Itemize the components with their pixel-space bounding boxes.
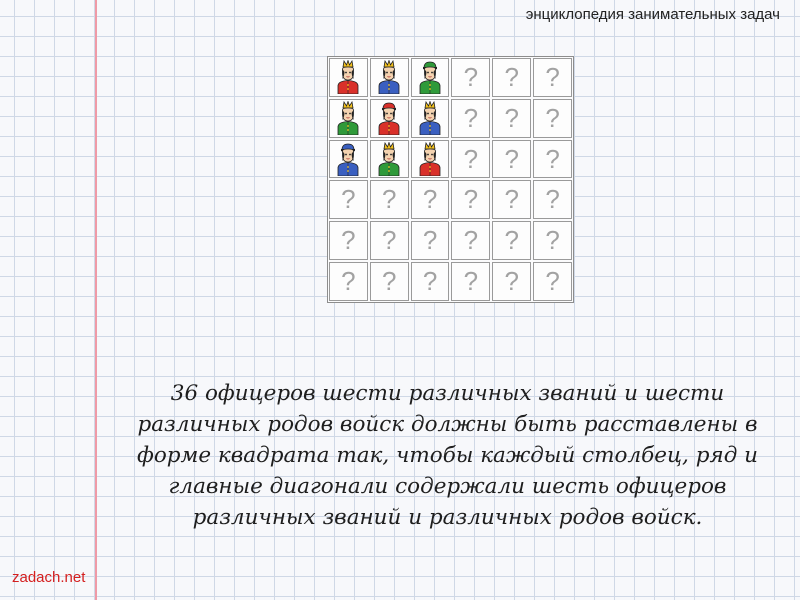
question-mark: ?: [382, 266, 397, 297]
unknown-cell: [451, 99, 490, 138]
unknown-cell: [533, 99, 572, 138]
question-mark: ?: [463, 102, 479, 133]
question-mark: ?: [504, 266, 519, 297]
unknown-cell: [533, 180, 572, 219]
unknown-cell: [329, 180, 368, 219]
header-title: энциклопедия занимательных задач: [525, 6, 780, 23]
question-mark: ?: [382, 225, 397, 256]
officer-cell: [411, 140, 450, 179]
unknown-cell: [492, 99, 531, 138]
site-link[interactable]: zadach.net: [12, 569, 86, 586]
question-mark: ?: [422, 184, 438, 215]
officer-cell: [411, 58, 450, 97]
question-mark: ?: [382, 184, 397, 215]
officer-cell: [329, 99, 368, 138]
unknown-cell: [411, 180, 450, 219]
unknown-cell: [451, 140, 490, 179]
officer-cell: [329, 140, 368, 179]
question-mark: ?: [341, 266, 356, 297]
notebook-margin-line: [95, 0, 97, 600]
unknown-cell: [492, 180, 531, 219]
question-mark: ?: [545, 61, 560, 92]
unknown-cell: [370, 221, 409, 260]
question-mark: ?: [545, 266, 560, 297]
unknown-cell: [451, 221, 490, 260]
question-mark: ?: [504, 61, 519, 92]
officer-crown-green-icon: [375, 142, 403, 176]
officer-crown-red-icon: [334, 60, 362, 94]
question-mark: ?: [504, 184, 519, 215]
officer-cap-blue-icon: [334, 142, 362, 176]
question-mark: ?: [463, 225, 479, 256]
officer-cell: [411, 99, 450, 138]
unknown-cell: [492, 262, 531, 301]
question-mark: ?: [545, 184, 560, 215]
question-mark: ?: [463, 143, 479, 174]
unknown-cell: [370, 262, 409, 301]
officer-crown-blue-icon: [375, 60, 403, 94]
unknown-cell: [492, 58, 531, 97]
task-text: 36 офицеров шести различных званий и шести различных родов войск должны быть расставлены в форме квадрата так, чтобы каждый столбец, ряд и главные диагонали содержали шесть офицеров различных званий и различных родов войск.: [136, 381, 759, 530]
officer-cell: [370, 140, 409, 179]
question-mark: ?: [341, 225, 356, 256]
unknown-cell: [533, 58, 572, 97]
question-mark: ?: [504, 102, 519, 133]
question-mark: ?: [463, 184, 479, 215]
question-mark: ?: [545, 225, 560, 256]
officer-cell: [329, 58, 368, 97]
unknown-cell: [451, 180, 490, 219]
unknown-cell: [370, 180, 409, 219]
question-mark: ?: [545, 143, 560, 174]
question-mark: ?: [463, 266, 479, 297]
unknown-cell: [329, 262, 368, 301]
officer-cap-green-icon: [416, 60, 444, 94]
unknown-cell: [533, 221, 572, 260]
officer-crown-red-icon: [416, 142, 444, 176]
question-mark: ?: [504, 143, 519, 174]
unknown-cell: [411, 221, 450, 260]
question-mark: ?: [341, 184, 356, 215]
unknown-cell: [533, 262, 572, 301]
officer-crown-green-icon: [334, 101, 362, 135]
unknown-cell: [492, 140, 531, 179]
officer-cap-red-icon: [375, 101, 403, 135]
unknown-cell: [533, 140, 572, 179]
unknown-cell: [451, 58, 490, 97]
officer-cell: [370, 58, 409, 97]
officer-cell: [370, 99, 409, 138]
question-mark: ?: [504, 225, 519, 256]
officer-crown-blue-icon: [416, 101, 444, 135]
unknown-cell: [492, 221, 531, 260]
question-mark: ?: [422, 266, 438, 297]
question-mark: ?: [463, 61, 479, 92]
question-mark: ?: [422, 225, 438, 256]
unknown-cell: [451, 262, 490, 301]
officers-grid: [327, 56, 574, 303]
unknown-cell: [411, 262, 450, 301]
unknown-cell: [329, 221, 368, 260]
question-mark: ?: [545, 102, 560, 133]
